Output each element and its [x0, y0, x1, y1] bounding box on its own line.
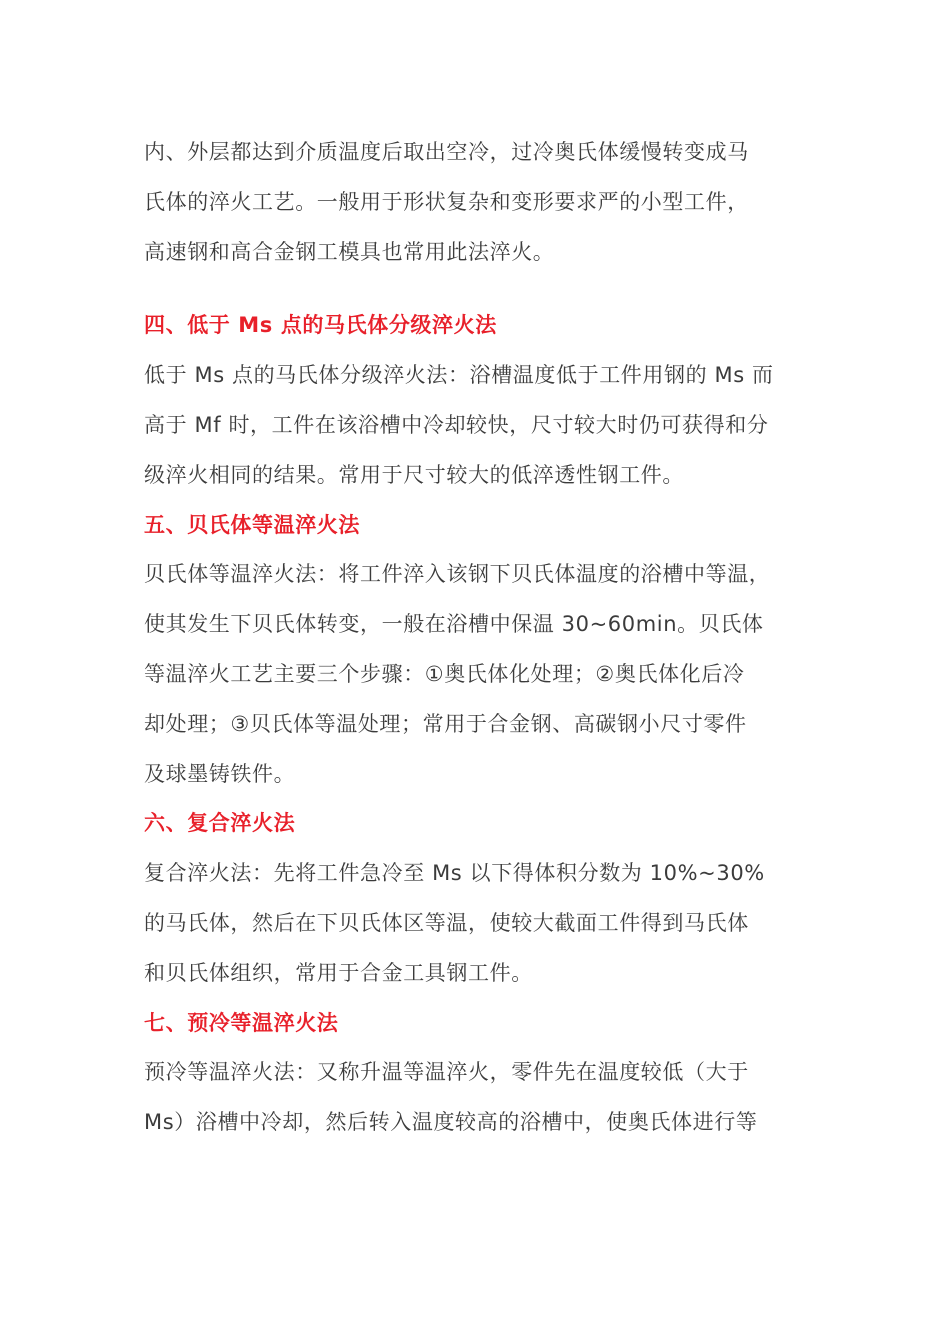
text-line: 的马氏体，然后在下贝氏体区等温，使较大截面工件得到马氏体	[144, 910, 749, 935]
section-heading: 七、预冷等温淬火法	[144, 1010, 339, 1035]
text-line: 贝氏体等温淬火法：将工件淬入该钢下贝氏体温度的浴槽中等温，	[144, 562, 771, 587]
document-body	[144, 128, 814, 1148]
text-line: 高于 Mf 时，工件在该浴槽中冷却较快，尺寸较大时仍可获得和分	[144, 412, 769, 437]
text-line: 复合淬火法：先将工件急冷至 Ms 以下得体积分数为 10%~30%	[144, 861, 765, 886]
section-6	[144, 799, 814, 998]
text-line: 高速钢和高合金钢工模具也常用此法淬火。	[144, 239, 555, 264]
text-line: 低于 Ms 点的马氏体分级淬火法：浴槽温度低于工件用钢的 Ms 而	[144, 363, 774, 388]
text-line: 和贝氏体组织，常用于合金工具钢工件。	[144, 960, 533, 985]
section-heading: 五、贝氏体等温淬火法	[144, 512, 360, 537]
text-line: 氏体的淬火工艺。一般用于形状复杂和变形要求严的小型工件，	[144, 189, 749, 214]
section-4	[144, 301, 814, 500]
section-5	[144, 501, 814, 800]
text-line: 等温淬火工艺主要三个步骤：①奥氏体化处理；②奥氏体化后冷	[144, 661, 745, 686]
text-line: 却处理；③贝氏体等温处理；常用于合金钢、高碳钢小尺寸零件	[144, 711, 747, 736]
text-line: 内、外层都达到介质温度后取出空冷，过冷奥氏体缓慢转变成马	[144, 140, 749, 164]
section-7	[144, 999, 814, 1148]
section-heading: 四、低于 Ms 点的马氏体分级淬火法	[144, 313, 497, 338]
text-line: 级淬火相同的结果。常用于尺寸较大的低淬透性钢工件。	[144, 462, 684, 487]
text-line: 及球墨铸铁件。	[144, 761, 296, 786]
text-line: 使其发生下贝氏体转变，一般在浴槽中保温 30~60min。贝氏体	[144, 612, 764, 637]
section-heading: 六、复合淬火法	[144, 811, 296, 836]
intro-paragraph	[144, 128, 814, 277]
text-line: 预冷等温淬火法：又称升温等温淬火，零件先在温度较低（大于	[144, 1060, 749, 1085]
text-line: Ms）浴槽中冷却，然后转入温度较高的浴槽中，使奥氏体进行等	[144, 1110, 758, 1135]
